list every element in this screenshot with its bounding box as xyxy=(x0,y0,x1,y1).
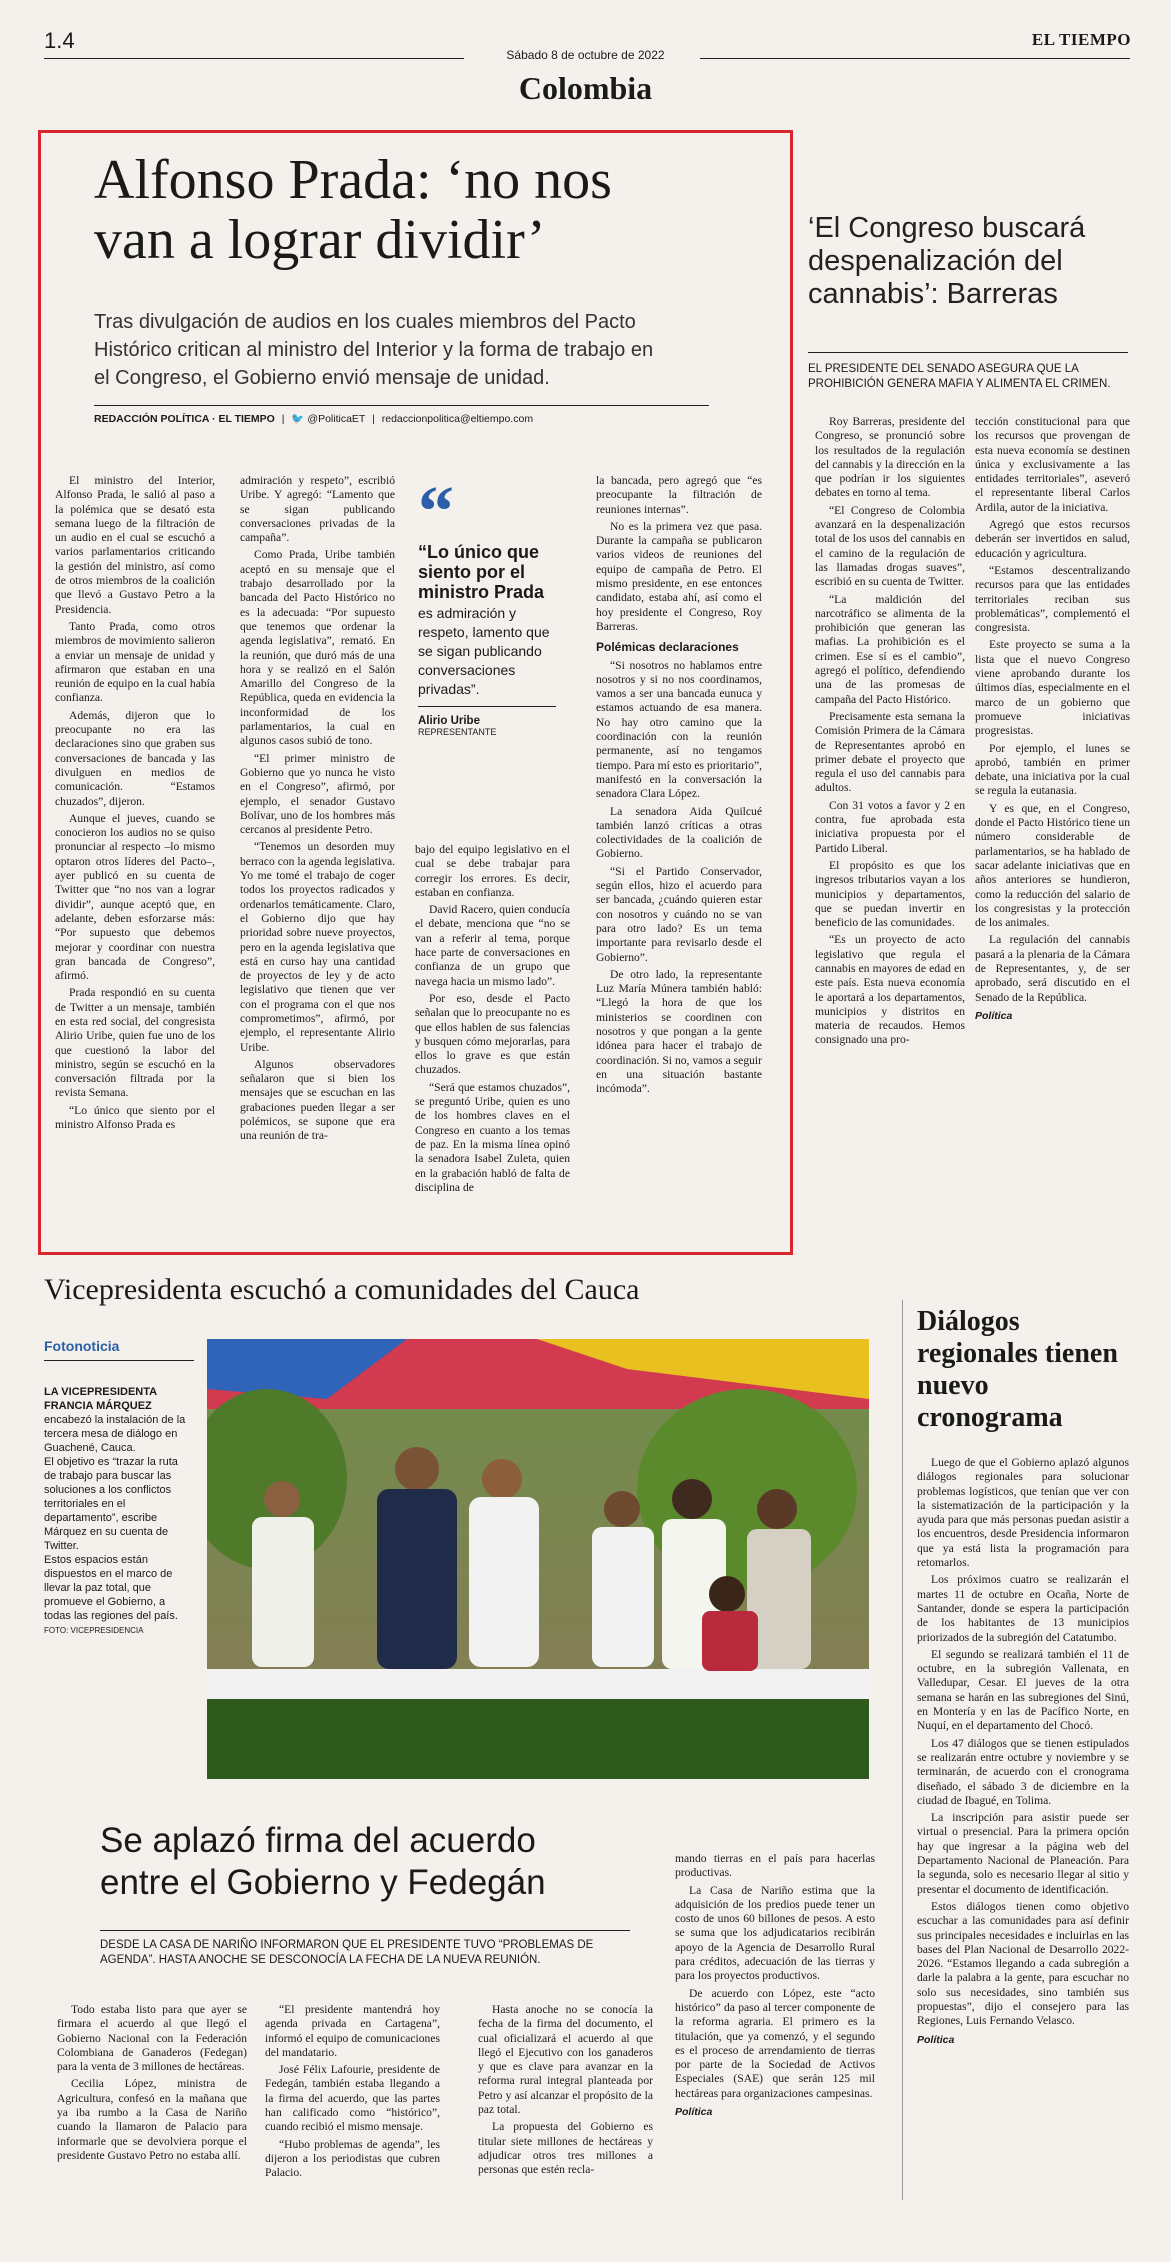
person-body xyxy=(377,1489,457,1669)
fedegan-headline-line1: Se aplazó firma del acuerdo xyxy=(100,1821,536,1860)
paragraph: “Si nosotros no hablamos entre nosotros y si no nos coordinamos, vamos a ser una bancada eunuca y estamos actuando de esa manera. No hay otro camino que la coordinación con la reunión permanente, así no tengamos tiempo. Para mí esto es prioritario”, manifestó en la conversación la senadora Clara López. xyxy=(596,658,762,801)
paragraph: “Tenemos un desorden muy berraco con la agenda legislativa. Yo me tomé el trabajo de coger todos los proyectos radicados y ordenarlos temáticamente. Claro, el Gobierno dijo que hay prioridad sobre nueve proyectos, pero en la agenda legislativa que está en curso hay una cantidad de proyectos de ley y de acto legislativo que tienen que ver con el programa con el que nos comprometimos”, afirmó, por ejemplo, el representante Alirio Uribe. xyxy=(240,840,395,1054)
cannabis-col-1 xyxy=(815,415,965,1051)
prada-headline-line2: van a lograr dividir’ xyxy=(94,209,546,271)
paragraph: Agregó que estos recursos deberán ser invertidos en salud, educación y agricultura. xyxy=(975,518,1130,560)
prada-deck: Tras divulgación de audios en los cuales miembros del Pacto Histórico critican al ministro del Interior y la forma de trabajo en el Congreso, el Gobierno envió mensaje de unidad. xyxy=(94,311,654,389)
fedegan-headline xyxy=(100,1820,660,1904)
person-head xyxy=(264,1481,300,1517)
quote-role: REPRESENTANTE xyxy=(418,727,497,737)
person-head xyxy=(672,1479,712,1519)
paragraph: “Lo único que siento por el ministro Alfonso Prada es xyxy=(55,1103,215,1132)
byline-twitter: @PoliticaET xyxy=(307,413,366,425)
quote-rule xyxy=(418,706,556,707)
pull-quote xyxy=(418,471,568,737)
paragraph: Algunos observadores señalaron que si bien los mensajes que se escuchan en las grabaciones pueden llegar a ser polémicos, se supone que era una reunión de tra- xyxy=(240,1057,395,1143)
paragraph: Además, dijeron que lo preocupante no era las declaraciones sino que graben sus conversaciones de bancada y las divulguen en medios de comunicación. “Estamos chuzados”, dijeron. xyxy=(55,708,215,808)
paragraph: Los 47 diálogos que se tienen estipulados se realizarán entre octubre y noviembre y se terminarán, de acuerdo con el cronograma diseñado, el sábado 3 de diciembre en la ciudad de Ibagué, en Tolima. xyxy=(917,1736,1129,1807)
twitter-icon: 🐦 xyxy=(291,413,305,425)
paragraph: “Es un proyecto de acto legislativo que regula el cannabis en mayores de edad en este país. Esta nueva economía le aportará a los departamentos, municipios y distritos en materia de recaudos. Hemos consignado una pro- xyxy=(815,933,965,1047)
quote-name: Alirio Uribe xyxy=(418,715,480,727)
fedegan-col-2 xyxy=(265,2003,440,2184)
paragraph: “Si el Partido Conservador, según ellos, hizo el acuerdo para ser bancada, ¿cuándo quieren estar con nosotros y cuándo no se van para otro lado? Es un tema importante para revisarlo desde el Gobierno”. xyxy=(596,864,762,964)
cannabis-deck: EL PRESIDENTE DEL SENADO ASEGURA QUE LA PROHIBICIÓN GENERA MAFIA Y ALIMENTA EL CRIMEN. xyxy=(808,363,1111,390)
fotonoticia-rule xyxy=(44,1360,194,1361)
paragraph: Este proyecto se suma a la lista que el nuevo Congreso viene aprobando durante los últimos días, especialmente en el marco de un gobierno que promueve iniciativas progresistas. xyxy=(975,638,1130,738)
paragraph: “Hubo problemas de agenda”, les dijeron a los periodistas que cubren Palacio. xyxy=(265,2137,440,2180)
prada-headline xyxy=(94,150,774,270)
paragraph: Por ejemplo, el lunes se aprobó, también en primer debate, una iniciativa por la cual se regula la eutanasia. xyxy=(975,741,1130,798)
cannabis-col-2 xyxy=(975,415,1130,1023)
person-head xyxy=(709,1576,745,1612)
paragraph: Los próximos cuatro se realizarán el martes 11 de octubre en Ocaña, Norte de Santander, donde se espera la participación de los habitantes de 13 municipios priorizados de la subregión del Catatumbo. xyxy=(917,1573,1129,1644)
person-head xyxy=(604,1491,640,1527)
caption-body: encabezó la instalación de la tercera mesa de diálogo en Guachené, Cauca. xyxy=(44,1414,186,1454)
paragraph: Prada respondió en su cuenta de Twitter a un mensaje, también en esta red social, del congresista Alirio Uribe, quien fue uno de los que cuestionó la labor del ministro, según se escuchó en la conversación filtrada por la revista Semana. xyxy=(55,986,215,1100)
byline-sep2: | xyxy=(372,413,375,425)
paragraph: José Félix Lafourie, presidente de Fedegán, también estaba llegando a la firma del acuerdo, que las partes han calificado como “histórico”, cuando recibió el mismo mensaje. xyxy=(265,2063,440,2134)
paragraph: Roy Barreras, presidente del Congreso, se pronunció sobre los resultados de la regulación del cannabis y la dirección en la que podrían ir los siguientes debates en torno al tema. xyxy=(815,415,965,500)
paragraph: La propuesta del Gobierno es titular siete millones de hectáreas y adjudicar otros tres millones a personas que estén recla- xyxy=(478,2120,653,2177)
paragraph: No es la primera vez que pasa. Durante la campaña se publicaron varios videos de reuniones del equipo de campaña de Petro. El mismo presidente, en ese entonces candidato, estaba ahí, así como el hoy presidente el Congreso, Roy Barreras. xyxy=(596,519,762,633)
cauca-headline: Vicepresidenta escuchó a comunidades del Cauca xyxy=(44,1273,640,1306)
fedegan-deck: DESDE LA CASA DE NARIÑO INFORMARON QUE EL PRESIDENTE TUVO “PROBLEMAS DE AGENDA”. HASTA ANOCHE SE DESCONOCÍA LA FECHA DE LA NUEVA REUNIÓN. xyxy=(100,1939,594,1966)
paragraph: admiración y respeto”, escribió Uribe. Y agregó: “Lamento que se sigan publicando conversaciones privadas de la campaña”. xyxy=(240,474,395,545)
paragraph: la bancada, pero agregó que “es preocupante la filtración de reuniones internas”. xyxy=(596,474,762,516)
dialogos-body xyxy=(917,1456,1129,2047)
caption-p2: El objetivo es “trazar la ruta de trabajo para buscar las soluciones a los conflictos territoriales en el departamento”, escribe Márquez en su cuenta de Twitter. xyxy=(44,1456,178,1552)
fedegan-rule xyxy=(100,1930,630,1931)
cannabis-rule xyxy=(808,352,1128,353)
paragraph: “La maldición del narcotráfico se alimenta de la prohibición que generan las mafias. La prohibición es el crimen. Ese sí es el cambio”, agregó el político, defendiendo una de las promesas de campaña del Pacto Histórico. xyxy=(815,592,965,706)
paragraph: El ministro del Interior, Alfonso Prada, le salió al paso a la polémica que se desató esta semana luego de la filtración de un audio en el cual se escuchó a varios parlamentarios criticando la gestión del ministro, así como de otros miembros de la coalición que llevó a Gustavo Petro a la Presidencia. xyxy=(55,474,215,616)
dialogos-headline: Diálogos regionales tienen nuevo cronograma xyxy=(917,1306,1118,1433)
caption-p3 xyxy=(44,1553,189,1638)
paragraph: Luego de que el Gobierno aplazó algunos diálogos regionales para solucionar problemas logísticos, que tenían que ver con la sistematización de la participación y la ayuda para que más personas puedan asistir a los encuentros, desde Presidencia informaron que ya está lista la programación para retomarlos. xyxy=(917,1456,1129,1570)
masthead-rule-right xyxy=(700,58,1130,59)
paragraph: “El Congreso de Colombia avanzará en la despenalización total de los usos del cannabis en el camino de la regulación de las llamadas drogas suaves”, escribió en su cuenta de Twitter. xyxy=(815,503,965,589)
signature: Política xyxy=(917,2033,955,2046)
quote-rest: es admiración y respeto, lamento que se sigan publicando conversaciones privadas”. xyxy=(418,605,550,697)
signature: Política xyxy=(675,2106,713,2119)
quote-lead: “Lo único que siento por el ministro Prada xyxy=(418,542,545,602)
column-divider xyxy=(902,1300,903,2200)
paragraph: Hasta anoche no se conocía la fecha de la firma del documento, el cual oficializará el acuerdo al que llegó el Ejecutivo con los ganaderos y que es clave para avanzar en la reforma rural integral planteada por Petro y así alcanzar el propósito de la paz total. xyxy=(478,2003,653,2117)
brand-logo: EL TIEMPO xyxy=(1031,30,1131,49)
paragraph: tección constitucional para que los recursos que provengan de esta nueva economía se destinen única y exclusivamente a las entidades territoriales”, aseveró el representante liberal Carlos Ardila, autor de la iniciativa. xyxy=(975,415,1130,514)
paragraph: “Estamos descentralizando recursos para que las entidades territoriales reciban sus problemáticas”, complementó el congresista. xyxy=(975,563,1130,635)
person-body xyxy=(469,1497,539,1667)
prada-col-4 xyxy=(596,474,762,1099)
paragraph: Tanto Prada, como otros miembros de movimiento salieron a enviar un mensaje de unidad y afirmaron que estaban en una reunión de equipo en la cual había confianza. xyxy=(55,619,215,705)
quote-mark-icon: “ xyxy=(418,471,454,551)
paragraph: De otro lado, la representante Luz María Múnera también habló: “Llegó la hora de que los ministerios se coordinen con nosotros y que pongan a la gente idónea para hacer el trabajo de coordinación. Si no, vamos a seguir en una situación bastante incómoda”. xyxy=(596,967,762,1096)
person-head xyxy=(757,1489,797,1529)
photo-caption xyxy=(44,1385,189,1638)
section-title: Colombia xyxy=(518,70,653,106)
paragraph: Como Prada, Uribe también aceptó en su mensaje que el trabajo desarrollado por la bancada del Pacto Histórico no es la adecuada: “Por supuesto que tenemos que ordenar la agenda legislativa”, remató. En la reunión, que duró más de una hora y se realizó en el Salón Amarillo del Congreso de la República, queda en evidencia la inconformidad de los parlamentarios, la cual en algunos casos subió de tono. xyxy=(240,548,395,748)
paragraph: La inscripción para asistir puede ser virtual o presencial. Para la primera opción hay que ingresar a la página web del Departamento Nacional de Planeación. Para la segunda, solo es necesario llegar al sitio y presentar el documento de identificación. xyxy=(917,1811,1129,1896)
person-body xyxy=(702,1611,758,1671)
caption-p3-text: Estos espacios están dispuestos en el marco de llevar la paz total, que promueve el Gobierno, a todas las regiones del país. xyxy=(44,1554,178,1622)
fedegan-headline-line2: entre el Gobierno y Fedegán xyxy=(100,1863,546,1902)
paragraph: De acuerdo con López, este “acto histórico” da paso al tercer componente de la reforma agraria. El primero es la titulación, que ya comenzó, y el segundo es el proceso de arrendamiento de tierras por parte de la Sociedad de Activos Especiales (SAE) que serán 125 mil hectáreas para organizaciones campesinas. xyxy=(675,1986,875,2100)
paragraph: La senadora Aida Quilcué también lanzó críticas a otras colectividades de la coalición de Gobierno. xyxy=(596,804,762,861)
paragraph: “El presidente mantendrá hoy agenda privada en Cartagena”, informó el equipo de comunicaciones del mandatario. xyxy=(265,2003,440,2059)
photo-credit: FOTO: VICEPRESIDENCIA xyxy=(44,1626,144,1635)
paragraph: “El primer ministro de Gobierno que yo nunca he visto en el Congreso”, afirmó, por ejemplo, el senador Gustavo Bolívar, uno de los hombres más cercanos al presidente Petro. xyxy=(240,751,395,837)
prada-col-2 xyxy=(240,474,395,1147)
person-body xyxy=(252,1517,314,1667)
paragraph: La Casa de Nariño estima que la adquisición de los predios puede tener un costo de unos 60 billones de pesos. A esto se suma que los adjudicatarios recibirán apoyo de la Agencia de Desarrollo Rural para créditos, adecuación de las tierras y para los proyectos productivos. xyxy=(675,1883,875,1983)
paragraph: Todo estaba listo para que ayer se firmara el acuerdo al que llegó el Gobierno Nacional con la Federación Colombiana de Ganaderos (Fedegan) para la venta de 3 millones de hectáreas. xyxy=(57,2003,247,2074)
paragraph: Y es que, en el Congreso, donde el Pacto Histórico tiene un número considerable de parlamentarios, se ha hablado de sacar adelante iniciativas que en años anteriores se hundieron, como la reducción del salario de los congresistas y la protección de los animales. xyxy=(975,801,1130,930)
tablecloth-plants xyxy=(207,1699,869,1779)
paragraph: Aunque el jueves, cuando se conocieron los audios no se quiso pronunciar al respecto –lo mismo optaron otros líderes del Pacto–, ayer publicó en su cuenta de Twitter que “no nos van a lograr dividir”, aunque aceptó que, en adelante, deben esforzarse más: “Por supuesto que debemos mejorar y coordinar con nuestra gran bancada de Congreso”, afirmó. xyxy=(55,811,215,983)
paragraph: David Racero, quien conducía el debate, menciona que “no se van a referir al tema, porque hace parte de conversaciones en confianza de un grupo que navega hacia un mismo lado”. xyxy=(415,903,570,988)
byline-author: REDACCIÓN POLÍTICA · EL TIEMPO xyxy=(94,413,275,425)
prada-col-1 xyxy=(55,474,215,1135)
paragraph: Cecilia López, ministra de Agricultura, confesó en la mañana que ya iba rumbo a la Casa de Nariño cuando la llamaron de Palacio para informarle que se devolviera porque el presidente Gustavo Petro no estaba allí. xyxy=(57,2077,247,2162)
byline-rule-top xyxy=(94,405,709,406)
page-number: 1.4 xyxy=(44,28,75,53)
masthead-rule xyxy=(44,58,464,59)
paragraph: El propósito es que los ingresos tributarios vayan a los municipios y departamentos, que se puedan invertir en beneficio de las comunidades. xyxy=(815,858,965,930)
caption-lead: LA VICEPRESIDENTA FRANCIA MÁRQUEZ xyxy=(44,1386,157,1412)
paragraph: Precisamente esta semana la Comisión Primera de la Cámara de Representantes aprobó en primer debate el proyecto que regula el uso del cannabis para adultos. xyxy=(815,709,965,795)
paragraph: La regulación del cannabis pasará a la plenaria de la Cámara de Representantes, y, de ser aprobado, será discutido en el Senado de la República. xyxy=(975,933,1130,1004)
paragraph: mando tierras en el país para hacerlas productivas. xyxy=(675,1852,875,1880)
paragraph: “Será que estamos chuzados”, se preguntó Uribe, quien es uno de los hombres claves en el Congreso en cuanto a los temas de paz. En la misma línea opinó la senadora Isabel Zuleta, quien en la grabación habló de falta de disciplina de xyxy=(415,1080,570,1194)
paragraph: El segundo se realizará también el 11 de octubre, en la subregión Vallenata, en Valledupar, Cesar. El jueves de la otra semana se harán en las subregiones del Sinú, en Montería y en las de Pacífico Norte, en Nuquí, en el departamento del Chocó. xyxy=(917,1647,1129,1733)
paragraph: Estos diálogos tienen como objetivo escuchar a las comunidades para así definir sus principales necesidades e incluirlas en las bases del Plan Nacional de Desarrollo 2022-2026. “Estamos llegando a cada subregión a darle la palabra a la gente, para escuchar no solo sus necesidades, sino también sus propuestas”, dijo el consejero para las Regiones, Luis Fernando Velasco. xyxy=(917,1899,1129,2028)
fedegan-col-1 xyxy=(57,2003,247,2166)
prada-byline xyxy=(94,412,734,425)
fedegan-col-3 xyxy=(478,2003,653,2181)
byline-sep: | xyxy=(281,413,285,425)
person-body xyxy=(592,1527,654,1667)
fedegan-col-4 xyxy=(675,1852,875,2119)
paragraph: bajo del equipo legislativo en el cual se debe trabajar para corregir los errores. Es decir, estaban en confianza. xyxy=(415,843,570,899)
cannabis-headline: ‘El Congreso buscará despenalización del cannabis’: Barreras xyxy=(808,212,1086,310)
issue-date: Sábado 8 de octubre de 2022 xyxy=(506,48,665,62)
paragraph: Por eso, desde el Pacto señalan que lo preocupante no es que ellos hablen de sus falencias y busquen cómo mejorarlas, para ellos lo grave es que están chuzados. xyxy=(415,991,570,1077)
person-head xyxy=(395,1447,439,1491)
prada-headline-line1: Alfonso Prada: ‘no nos xyxy=(94,149,612,211)
event-photo xyxy=(207,1339,869,1779)
prada-col-3 xyxy=(415,843,570,1198)
subhead: Polémicas declaraciones xyxy=(596,640,739,655)
byline-email: redaccionpolitica@eltiempo.com xyxy=(381,413,534,425)
person-head xyxy=(482,1459,522,1499)
signature: Política xyxy=(975,1009,1013,1022)
fotonoticia-label: Fotonoticia xyxy=(44,1338,120,1354)
paragraph: Con 31 votos a favor y 2 en contra, fue aprobada esta iniciativa propuesta por el Partido Liberal. xyxy=(815,798,965,855)
